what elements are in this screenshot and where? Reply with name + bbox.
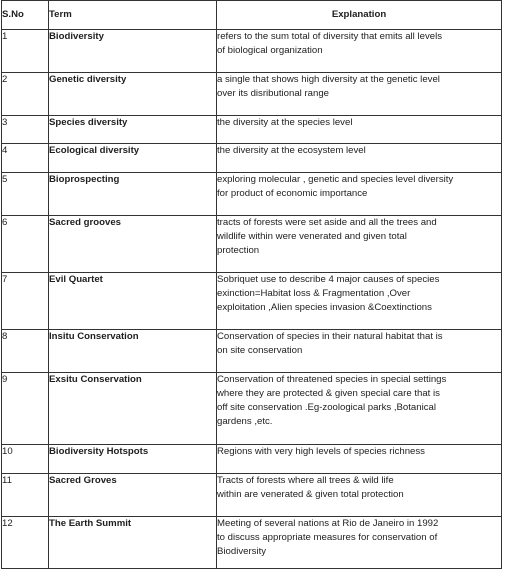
table-row [2,216,502,273]
explanation-line: exploitation ,Alien species invasion &Coextinctions [217,302,432,313]
explanation-line: Regions with very high levels of species richness [217,446,425,457]
cell-term: Biodiversity [49,30,217,73]
cell-explanation [217,173,502,216]
cell-sno: 11 [2,474,49,517]
cell-explanation [217,373,502,445]
explanation-line: a single that shows high diversity at the genetic level [217,74,440,85]
header-explanation: Explanation [217,1,502,30]
table-row [2,30,502,73]
cell-explanation [217,273,502,330]
cell-explanation [217,517,502,569]
explanation-line: Tracts of forests where all trees & wild life [217,475,394,486]
explanation-line: Meeting of several nations at Rio de Janeiro in 1992 [217,518,439,529]
table-row [2,173,502,216]
table-row [2,144,502,173]
cell-sno: 10 [2,445,49,474]
table-row [2,373,502,445]
cell-term: Genetic diversity [49,73,217,116]
cell-term: Biodiversity Hotspots [49,445,217,474]
table-row [2,116,502,144]
explanation-line: wildlife within were venerated and given total [217,231,407,242]
cell-term: Bioprospecting [49,173,217,216]
cell-explanation [217,216,502,273]
header-row [2,1,502,30]
explanation-line: exinction=Habitat loss & Fragmentation ,Over [217,288,411,299]
cell-explanation [217,116,502,144]
explanation-line: Conservation of species in their natural habitat that is [217,331,443,342]
explanation-line: on site conservation [217,345,303,356]
table-row [2,273,502,330]
cell-explanation [217,445,502,474]
explanation-line: off site conservation .Eg-zoological parks ,Botanical [217,402,436,413]
table-row [2,73,502,116]
cell-term: The Earth Summit [49,517,217,569]
explanation-line: protection [217,245,260,256]
cell-explanation [217,30,502,73]
explanation-line: exploring molecular , genetic and species level diversity [217,174,454,185]
cell-term: Insitu Conservation [49,330,217,373]
explanation-line: of biological organization [217,45,323,56]
explanation-line: Biodiversity [217,546,267,557]
cell-sno: 8 [2,330,49,373]
cell-sno: 9 [2,373,49,445]
cell-term: Sacred grooves [49,216,217,273]
explanation-line: to discuss appropriate measures for conservation of [217,532,438,543]
cell-term: Sacred Groves [49,474,217,517]
explanation-line: Conservation of threatened species in special settings [217,374,447,385]
table-row [2,330,502,373]
cell-term: Species diversity [49,116,217,144]
table-row [2,445,502,474]
explanation-line: the diversity at the species level [217,117,353,128]
cell-explanation [217,144,502,173]
cell-term: Exsitu Conservation [49,373,217,445]
explanation-line: where they are protected & given special care that is [217,388,440,399]
cell-sno: 2 [2,73,49,116]
cell-sno: 3 [2,116,49,144]
cell-term: Ecological diversity [49,144,217,173]
explanation-line: gardens ,etc. [217,416,273,427]
table-row [2,474,502,517]
cell-sno: 4 [2,144,49,173]
header-sno: S.No [2,1,49,30]
explanation-line: for product of economic importance [217,188,368,199]
cell-term: Evil Quartet [49,273,217,330]
cell-sno: 7 [2,273,49,330]
table-row [2,517,502,569]
cell-sno: 6 [2,216,49,273]
cell-explanation [217,330,502,373]
explanation-line: within are venerated & given total protection [217,489,404,500]
explanation-line: refers to the sum total of diversity that emits all levels [217,31,443,42]
cell-sno: 1 [2,30,49,73]
cell-explanation [217,73,502,116]
cell-sno: 12 [2,517,49,569]
cell-sno: 5 [2,173,49,216]
terms-table [1,0,502,569]
explanation-line: over its disributional range [217,88,329,99]
explanation-line: the diversity at the ecosystem level [217,145,366,156]
explanation-line: Sobriquet use to describe 4 major causes of species [217,274,440,285]
explanation-line: tracts of forests were set aside and all the trees and [217,217,437,228]
header-term: Term [49,1,217,30]
cell-explanation [217,474,502,517]
